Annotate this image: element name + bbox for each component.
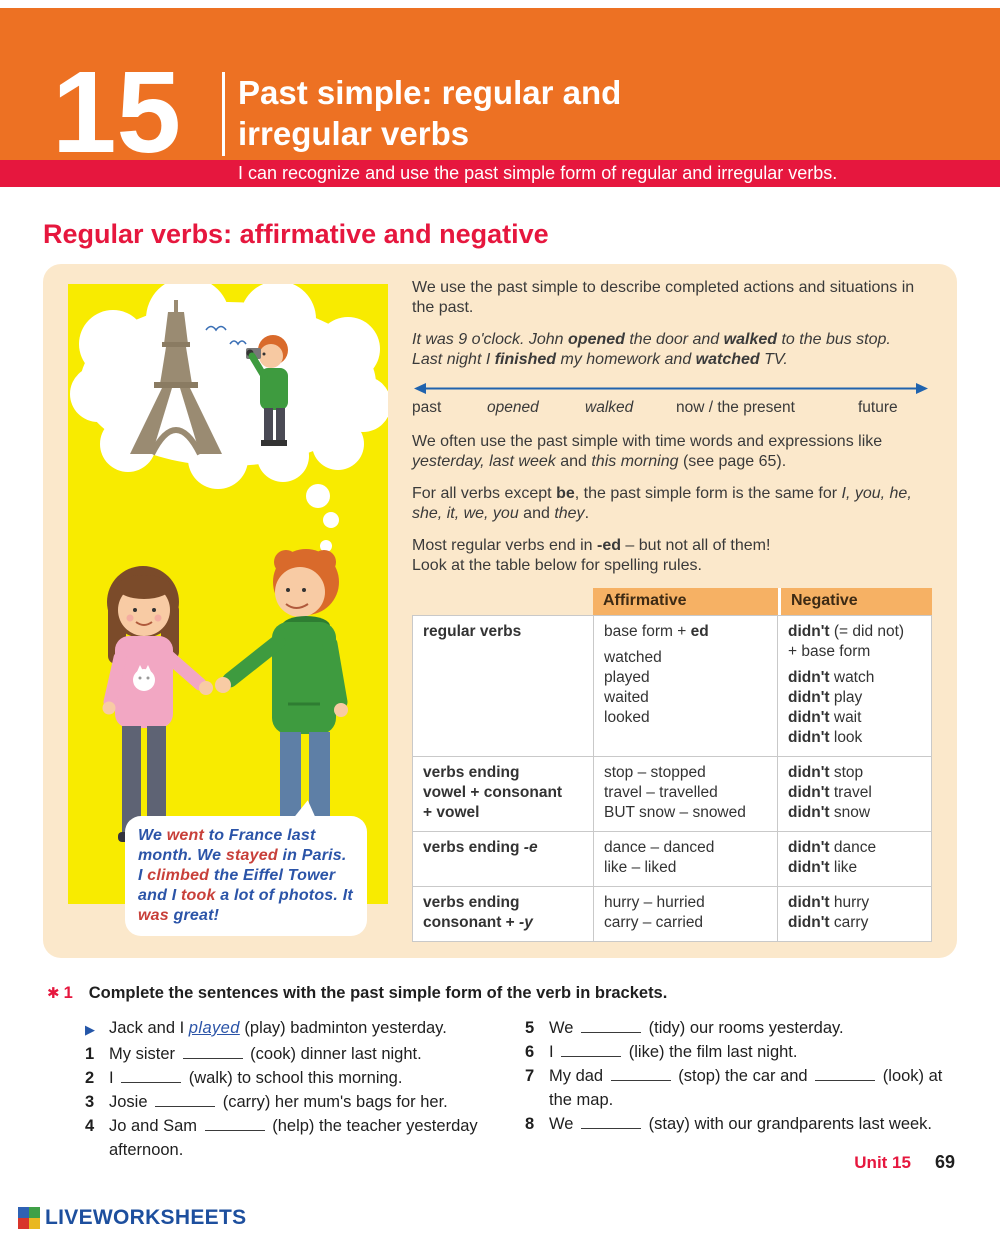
illustration-svg <box>68 284 388 904</box>
exercise-item <box>525 1040 957 1064</box>
item-number: 6 <box>525 1043 535 1061</box>
grammar-note-3: For all verbs except be, the past simple form is the same for I, you, he, she, it, we, you and they. <box>412 485 912 522</box>
exercise-item <box>525 1064 957 1112</box>
item-text: Josie (carry) her mum's bags for her. <box>109 1093 448 1111</box>
item-number: 5 <box>525 1019 535 1037</box>
exercise-example-item <box>85 1016 525 1042</box>
answer-blank[interactable] <box>581 1020 641 1033</box>
item-text: I (like) the film last night. <box>549 1043 798 1061</box>
speech-bubble: We went to France last month. We stayed in Paris. I climbed the Eiffel Tower and I took a lot of photos. It was great! <box>125 816 367 936</box>
exercise-star-icon: ✱ <box>47 985 60 1002</box>
grammar-note-4: Most regular verbs end in -ed – but not all of them! Look at the table below for spelling rules. <box>412 537 771 574</box>
exercise-item <box>85 1114 525 1162</box>
section-heading: Regular verbs: affirmative and negative <box>43 219 549 249</box>
liveworksheets-wordmark: LIVEWORKSHEETS <box>45 1206 247 1229</box>
answer-blank[interactable] <box>121 1070 181 1083</box>
row-label-cell: verbs ending consonant + -y <box>423 894 533 931</box>
spelling-rules-table <box>412 588 932 942</box>
negative-cell: didn't stop didn't travel didn't snow <box>777 757 931 831</box>
row-label-cell: regular verbs <box>423 623 522 640</box>
item-text: We (tidy) our rooms yesterday. <box>549 1019 844 1037</box>
example-marker-icon: ▶ <box>85 1022 95 1037</box>
page-number: 69 <box>934 1152 955 1172</box>
answer-blank[interactable] <box>611 1068 671 1081</box>
unit-number: 15 <box>52 47 182 177</box>
timeline-label-opened: opened <box>487 399 539 416</box>
header-divider <box>222 72 225 156</box>
answer-blank[interactable] <box>155 1094 215 1107</box>
table-row <box>413 886 931 941</box>
table-row <box>413 616 931 756</box>
grammar-note-1: We use the past simple to describe completed actions and situations in the past. <box>412 279 915 316</box>
table-row <box>413 756 931 831</box>
unit-title <box>238 72 621 154</box>
item-text: I (walk) to school this morning. <box>109 1069 403 1087</box>
exercise-item <box>525 1016 957 1040</box>
item-number: 4 <box>85 1117 95 1135</box>
unit-title-line2: irregular verbs <box>238 115 470 152</box>
item-number: 8 <box>525 1115 535 1133</box>
grammar-note-2: We often use the past simple with time words and expressions like yesterday, last week and this morning (see page 65). <box>412 433 883 470</box>
item-number: 7 <box>525 1067 535 1085</box>
timeline-label-walked: walked <box>585 399 634 416</box>
table-corner-cell <box>412 588 593 615</box>
row-label-cell: verbs ending -e <box>423 839 538 856</box>
top-margin <box>0 0 1000 8</box>
answer-blank[interactable] <box>205 1118 265 1131</box>
girl-figure <box>103 566 214 842</box>
grammar-panel <box>43 264 957 958</box>
negative-header: Negative <box>778 588 932 615</box>
thought-cloud <box>70 284 388 552</box>
negative-cell: didn't hurry didn't carry <box>777 887 931 941</box>
affirmative-cell: stop – stopped travel – travelled BUT snow – snowed <box>593 757 777 831</box>
answer-blank[interactable] <box>561 1044 621 1057</box>
exercise-item <box>525 1112 957 1136</box>
exercise-item <box>85 1066 525 1090</box>
negative-cell: didn't dance didn't like <box>777 832 931 886</box>
boy-figure <box>215 549 348 855</box>
exercise-item <box>85 1042 525 1066</box>
answer-blank[interactable] <box>815 1068 875 1081</box>
timeline-label-past: past <box>412 399 442 416</box>
exercise-instructions: Complete the sentences with the past simple form of the verb in brackets. <box>88 984 668 1002</box>
affirmative-cell: hurry – hurried carry – carried <box>593 887 777 941</box>
table-header-row <box>412 588 932 615</box>
timeline-label-future: future <box>858 399 898 416</box>
unit-label: Unit 15 <box>854 1153 911 1172</box>
unit-title-line1: Past simple: regular and <box>238 74 622 111</box>
exercise-right-column <box>525 1016 957 1162</box>
liveworksheets-logo[interactable] <box>18 1206 246 1230</box>
item-text: Jack and I played (play) badminton yesterday. <box>109 1019 447 1037</box>
affirmative-header: Affirmative <box>593 588 778 615</box>
can-statement-text: I can recognize and use the past simple form of regular and irregular verbs. <box>238 163 838 183</box>
item-number: 3 <box>85 1093 95 1111</box>
exercise-1 <box>47 984 957 1162</box>
liveworksheets-icon <box>18 1207 40 1229</box>
answer-blank[interactable] <box>581 1116 641 1129</box>
item-text: We (stay) with our grandparents last week. <box>549 1115 933 1133</box>
item-text: My sister (cook) dinner last night. <box>109 1045 422 1063</box>
table-row <box>413 831 931 886</box>
answer-blank[interactable] <box>183 1046 243 1059</box>
timeline-label-present: now / the present <box>676 399 795 416</box>
exercise-number: 1 <box>63 984 73 1002</box>
row-label-cell: verbs ending vowel + consonant + vowel <box>423 764 563 821</box>
affirmative-cell: dance – danced like – liked <box>593 832 777 886</box>
exercise-columns <box>85 1016 957 1162</box>
item-text: My dad (stop) the car and (look) at the map. <box>549 1067 943 1109</box>
page-footer <box>854 1152 955 1173</box>
exercise-left-column <box>85 1016 525 1162</box>
timeline-arrow <box>412 382 930 395</box>
item-number: 2 <box>85 1069 95 1087</box>
grammar-example: It was 9 o'clock. John opened the door and walked to the bus stop. Last night I finished my homework and watched TV. <box>412 331 891 368</box>
table-body <box>412 615 932 942</box>
item-number: 1 <box>85 1045 95 1063</box>
negative-cell: didn't (= did not) + base form didn't watch didn't play didn't wait didn't look <box>777 616 931 756</box>
item-text: Jo and Sam (help) the teacher yesterday afternoon. <box>109 1117 478 1159</box>
exercise-item <box>85 1090 525 1114</box>
illustration <box>68 284 388 924</box>
grammar-explanation <box>412 278 934 942</box>
affirmative-cell: base form + ed watched played waited looked <box>593 616 777 756</box>
exercise-heading <box>47 984 957 1003</box>
timeline <box>412 382 934 422</box>
